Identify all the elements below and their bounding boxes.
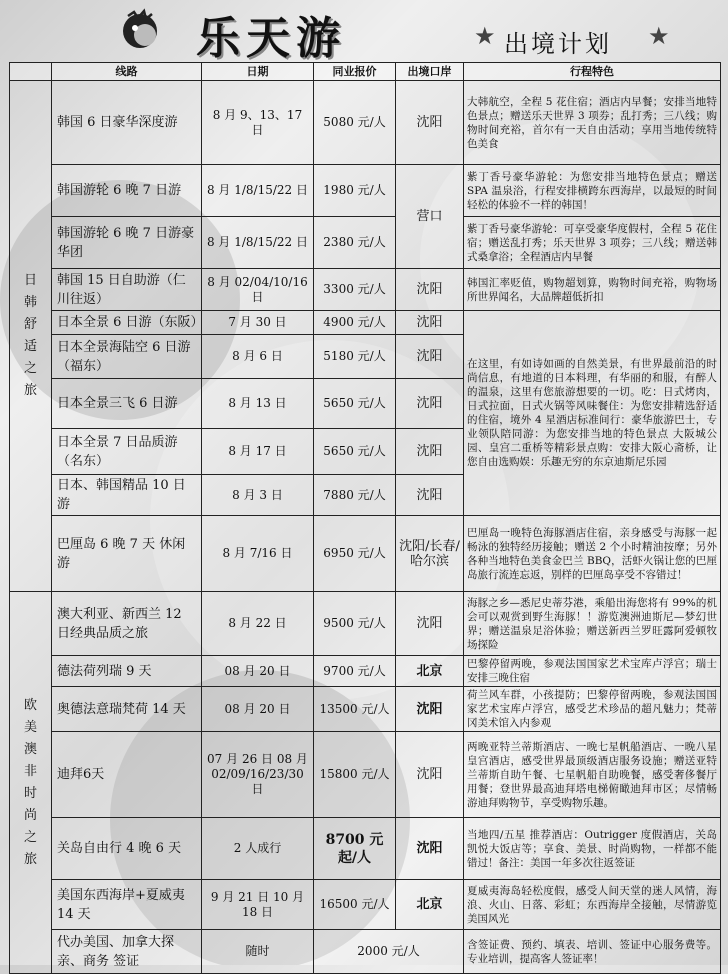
route-cell: 关岛自由行 4 晚 6 天 (52, 818, 202, 880)
port-cell: 沈阳/长春/哈尔滨 (396, 516, 464, 592)
date-cell: 07 月 26 日 08 月 02/09/16/23/30 日 (202, 732, 314, 818)
date-cell: 8 月 17 日 (202, 429, 314, 475)
port-cell: 沈阳 (396, 429, 464, 475)
date-cell: 随时 (202, 930, 314, 974)
route-cell: 韩国 15 日自助游（仁川往返） (52, 269, 202, 311)
column-header-date: 日期 (202, 63, 314, 81)
date-cell: 8 月 1/8/15/22 日 (202, 217, 314, 269)
price-cell: 15800 元/人 (314, 732, 396, 818)
features-cell: 海豚之乡—悉尼史蒂芬港，乘船出海您将有 99%的机会可以观赏到野生海豚！！游览澳洲迪斯尼—梦幻世界；赠送温泉足浴体验；赠送新西兰罗旺露阿爱顿牧场探险 (464, 592, 721, 656)
route-cell: 日本全景 7 日品质游（名东） (52, 429, 202, 475)
table-row (10, 732, 721, 818)
table-row (10, 269, 721, 311)
table-header-row (10, 63, 721, 81)
route-cell: 迪拜6天 (52, 732, 202, 818)
price-cell: 5080 元/人 (314, 81, 396, 165)
date-cell: 7 月 30 日 (202, 311, 314, 335)
date-cell: 8 月 13 日 (202, 379, 314, 429)
price-cell: 5180 元/人 (314, 335, 396, 379)
route-cell: 韩国游轮 6 晚 7 日游 (52, 165, 202, 217)
date-cell: 8 月 6 日 (202, 335, 314, 379)
tour-table (9, 62, 721, 974)
features-cell: 韩国汇率贬值，购物超划算，购物时间充裕，购物场所世界闻名，大品牌超低折扣 (464, 269, 721, 311)
brand-title: 乐天游 (196, 13, 346, 64)
date-cell: 8 月 9、13、17 日 (202, 81, 314, 165)
price-cell: 7880 元/人 (314, 475, 396, 516)
port-cell: 沈阳 (396, 379, 464, 429)
table-row (10, 311, 721, 335)
port-cell: 沈阳 (396, 335, 464, 379)
table-row (10, 81, 721, 165)
port-cell: 沈阳 (396, 311, 464, 335)
features-cell: 含签证费、预约、填表、培训、签证中心服务费等。专业培训，提高客人签证率！ (464, 930, 721, 974)
route-cell: 澳大利亚、新西兰 12 日经典品质之旅 (52, 592, 202, 656)
features-cell: 两晚亚特兰蒂斯酒店、一晚七星帆船酒店、一晚八星皇宫酒店，感受世界最顶级酒店服务设施；赠送亚特兰蒂斯自助午餐、七星帆船自助晚餐，感受奢侈餐厅用餐；登世界最高迪拜塔电梯俯瞰迪拜市区；尽情畅游迪拜购物节，享受购物乐趣。 (464, 732, 721, 818)
star-icon: ★ (648, 22, 670, 50)
price-cell: 6950 元/人 (314, 516, 396, 592)
price-cell: 16500 元/人 (314, 880, 396, 930)
date-cell: 08 月 20 日 (202, 687, 314, 732)
price-cell: 4900 元/人 (314, 311, 396, 335)
route-cell: 代办美国、加拿大探亲、商务 签证 (52, 930, 202, 974)
port-cell: 沈阳 (396, 81, 464, 165)
price-cell: 13500 元/人 (314, 687, 396, 732)
port-cell: 沈阳 (396, 687, 464, 732)
date-cell: 08 月 20 日 (202, 656, 314, 687)
date-cell: 8 月 7/16 日 (202, 516, 314, 592)
port-cell: 北京 (396, 656, 464, 687)
price-cell: 9700 元/人 (314, 656, 396, 687)
table-row (10, 165, 721, 217)
route-cell: 美国东西海岸+夏威夷 14 天 (52, 880, 202, 930)
route-cell: 韩国 6 日豪华深度游 (52, 81, 202, 165)
features-cell: 当地四/五星 推荐酒店：Outrigger 度假酒店，关岛凯悦大饭店等；享食、美景、时尚购物，一样都不能错过！备注：美国一年多次往返签证 (464, 818, 721, 880)
port-cell: 沈阳 (396, 732, 464, 818)
port-cell: 沈阳 (396, 592, 464, 656)
port-cell: 北京 (396, 880, 464, 930)
features-cell: 紫丁香号豪华游轮：可享受豪华度假村，全程 5 花住宿；赠送乱打秀；乐天世界 3 项券；三八线；赠送韩式桑拿浴；全程酒店内早餐 (464, 217, 721, 269)
date-cell: 2 人成行 (202, 818, 314, 880)
route-cell: 日本全景海陆空 6 日游（福东） (52, 335, 202, 379)
table-row (10, 880, 721, 930)
table-row (10, 656, 721, 687)
price-cell: 8700 元起/人 (314, 818, 396, 880)
route-cell: 日本、韩国精品 10 日游 (52, 475, 202, 516)
route-cell: 巴厘岛 6 晚 7 天 休闲游 (52, 516, 202, 592)
page-header (0, 0, 728, 62)
route-cell: 日本全景三飞 6 日游 (52, 379, 202, 429)
port-cell: 营口 (396, 165, 464, 269)
features-cell: 巴黎停留两晚，参观法国国家艺术宝库卢浮宫；瑞士安排三晚住宿 (464, 656, 721, 687)
price-cell: 2000 元/人 (314, 930, 464, 974)
date-cell: 8 月 02/04/10/16 日 (202, 269, 314, 311)
price-cell: 5650 元/人 (314, 379, 396, 429)
price-cell: 1980 元/人 (314, 165, 396, 217)
port-cell: 沈阳 (396, 269, 464, 311)
table-row (10, 687, 721, 732)
category-cell: 日韩舒适之旅 (10, 81, 52, 592)
brand-logo-icon (118, 8, 162, 52)
table-row (10, 217, 721, 269)
table-row (10, 930, 721, 974)
column-header-price: 同业报价 (314, 63, 396, 81)
port-cell: 沈阳 (396, 818, 464, 880)
price-cell: 3300 元/人 (314, 269, 396, 311)
features-cell: 巴厘岛一晚特色海豚酒店住宿，亲身感受与海豚一起畅泳的独特经历接触；赠送 2 个小时精油按摩；另外各种当地特色美食金巴兰 BBQ，活虾火锅让您的巴厘岛旅行流连忘返，别样的巴厘岛享受不容错过！ (464, 516, 721, 592)
route-cell: 日本全景 6 日游（东阪） (52, 311, 202, 335)
price-cell: 2380 元/人 (314, 217, 396, 269)
features-cell: 紫丁香号豪华游轮：为您安排当地特色景点；赠送 SPA 温泉浴，行程安排横跨东西海岸，以最短的时间轻松的体验不一样的韩国！ (464, 165, 721, 217)
features-cell: 大韩航空，全程 5 花住宿；酒店内早餐；安排当地特色景点；赠送乐天世界 3 项券；乱打秀；三八线；购物时间充裕，首尔有一天自由活动；享用当地传统特色美食 (464, 81, 721, 165)
table-row (10, 592, 721, 656)
features-cell: 荷兰风车群，小孩提防；巴黎停留两晚，参观法国国家艺术宝库卢浮宫，感受艺术珍品的超凡魅力；梵蒂冈美术馆入内参观 (464, 687, 721, 732)
star-icon: ★ (474, 22, 496, 50)
route-cell: 韩国游轮 6 晚 7 日游豪华团 (52, 217, 202, 269)
date-cell: 8 月 3 日 (202, 475, 314, 516)
category-cell: 欧美澳非时尚之旅 (10, 592, 52, 974)
column-header-features: 行程特色 (464, 63, 721, 81)
route-cell: 德法荷列瑞 9 天 (52, 656, 202, 687)
column-header-route: 线路 (52, 63, 202, 81)
table-row (10, 818, 721, 880)
date-cell: 9 月 21 日 10 月 18 日 (202, 880, 314, 930)
route-cell: 奥德法意瑞梵荷 14 天 (52, 687, 202, 732)
price-cell: 5650 元/人 (314, 429, 396, 475)
port-cell: 沈阳 (396, 475, 464, 516)
date-cell: 8 月 22 日 (202, 592, 314, 656)
features-cell: 在这里，有如诗如画的自然美景，有世界最前沿的时尚信息，有地道的日本料理，有华丽的和服，有醉人的温泉，这里有您旅游想要的一切。吃：日式烤肉，日式拉面，日式火锅等风味餐住：为您安排精选舒适的住宿，境外 4 星酒店标准间行：豪华旅游巴士，专业领队陪同游：为您安排当地的特色景点 大阪城公园、皇宫二重桥等精彩景点购：安排大阪心斋桥，让您自由选购娱：乐趣无穷的东京迪斯尼乐园 (464, 311, 721, 516)
column-header (10, 63, 52, 81)
column-header-port: 出境口岸 (396, 63, 464, 81)
features-cell: 夏威夷海岛轻松度假，感受人间天堂的迷人风情，海浪、火山、日落、彩虹；东西海岸全接触，尽情游览美国风光 (464, 880, 721, 930)
price-cell: 9500 元/人 (314, 592, 396, 656)
date-cell: 8 月 1/8/15/22 日 (202, 165, 314, 217)
table-row (10, 516, 721, 592)
page-subtitle: 出境计划 (504, 30, 612, 58)
